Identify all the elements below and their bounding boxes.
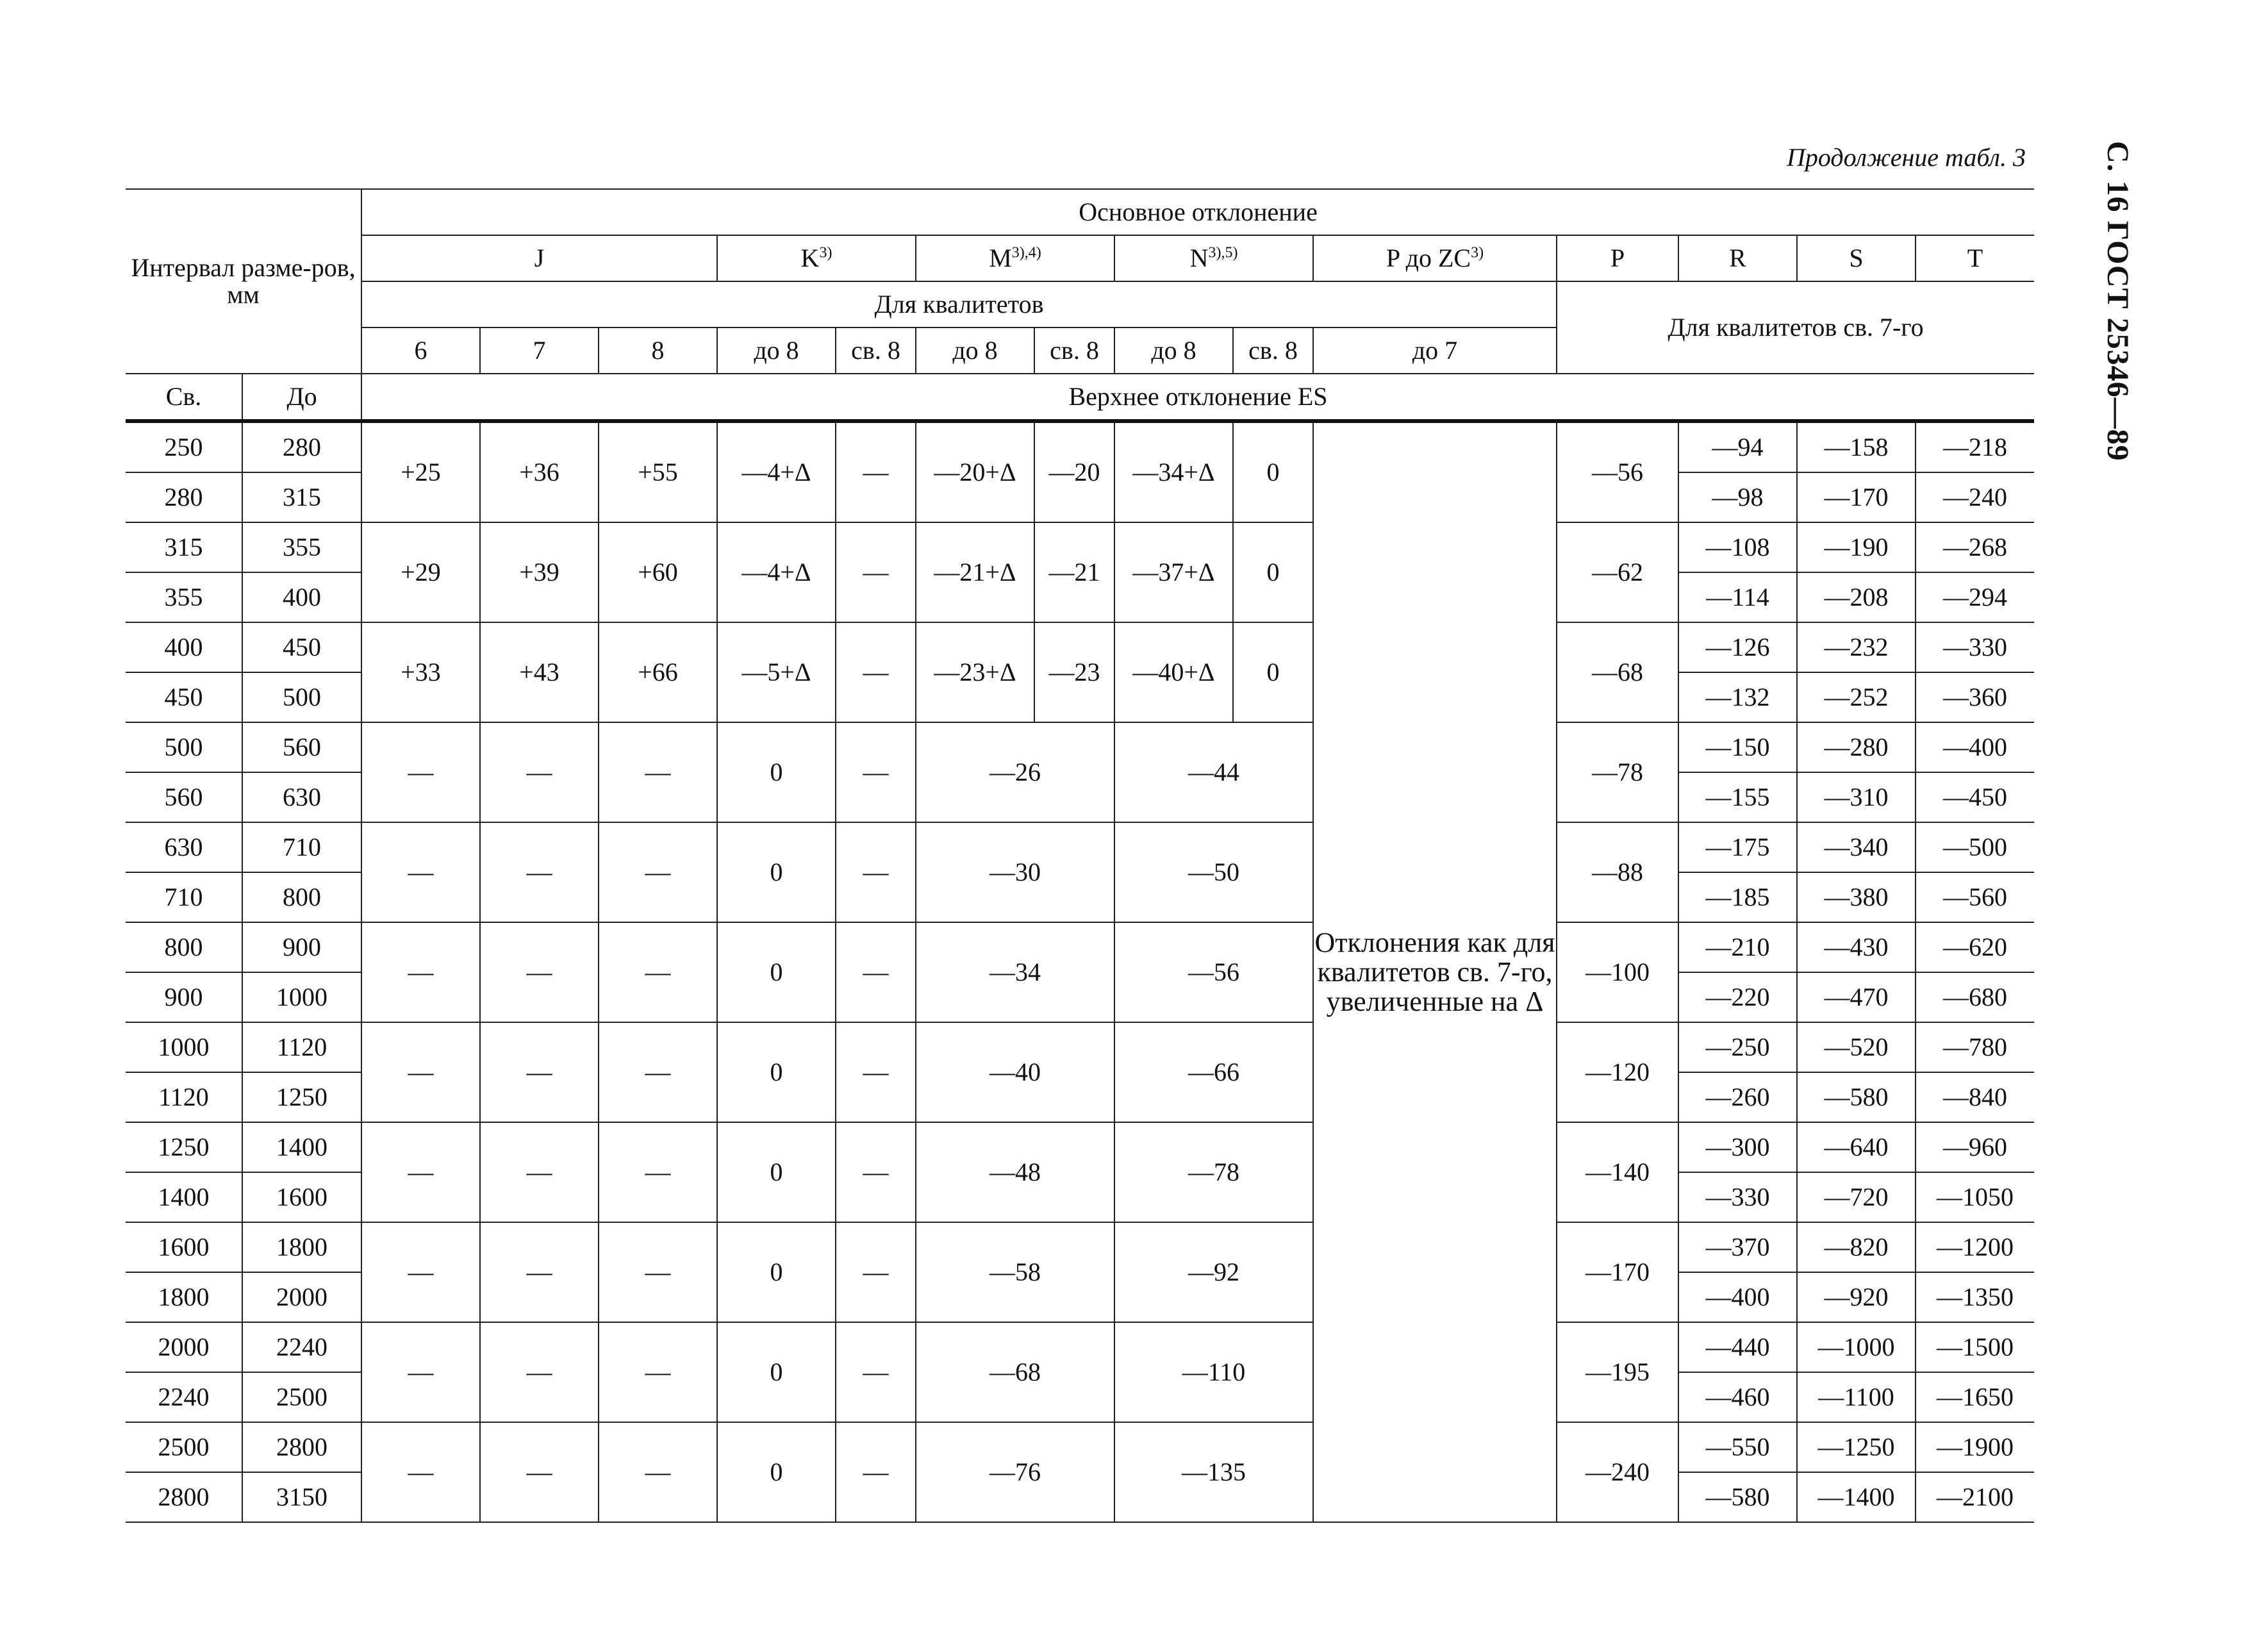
dev-m: —68	[916, 1322, 1114, 1422]
size-from: 1250	[126, 1122, 242, 1172]
dev-p: —68	[1557, 622, 1678, 722]
dev-kover8: —	[836, 522, 916, 622]
dev-t: —560	[1916, 872, 2034, 922]
dev-t: —1500	[1916, 1322, 2034, 1372]
size-from: 2240	[126, 1372, 242, 1422]
size-to: 560	[242, 722, 361, 772]
dev-t: —218	[1916, 421, 2034, 472]
dev-m: —76	[916, 1422, 1114, 1522]
dev-t: —450	[1916, 772, 2034, 822]
dev-kto8: 0	[717, 1022, 836, 1122]
for-grades-over7-header: Для квалитетов св. 7-го	[1557, 281, 2034, 374]
dev-t: —680	[1916, 972, 2034, 1022]
size-to: 280	[242, 421, 361, 472]
sub-k-over8: св. 8	[836, 328, 916, 374]
dev-j8: —	[599, 1222, 717, 1322]
table-row	[126, 1122, 2034, 1172]
dev-t: —500	[1916, 822, 2034, 872]
dev-p: —170	[1557, 1222, 1678, 1322]
dev-r: —440	[1678, 1322, 1797, 1372]
dev-j6: —	[361, 1022, 480, 1122]
dev-p: —88	[1557, 822, 1678, 922]
dev-m: —40	[916, 1022, 1114, 1122]
size-from: 900	[126, 972, 242, 1022]
size-from: 560	[126, 772, 242, 822]
dev-r: —175	[1678, 822, 1797, 872]
dev-n: —110	[1114, 1322, 1313, 1422]
sub-j6: 6	[361, 328, 480, 374]
dev-kto8: —4+Δ	[717, 522, 836, 622]
size-to: 1250	[242, 1072, 361, 1122]
dev-j7: —	[480, 1222, 599, 1322]
size-from: 710	[126, 872, 242, 922]
dev-j6: —	[361, 1422, 480, 1522]
dev-n: —135	[1114, 1422, 1313, 1522]
dev-t: —240	[1916, 472, 2034, 522]
for-grades-header: Для квалитетов	[361, 281, 1557, 328]
dev-j8: —	[599, 1122, 717, 1222]
table-row	[126, 622, 2034, 672]
dev-t: —620	[1916, 922, 2034, 972]
dev-t: —330	[1916, 622, 2034, 672]
dev-j8: —	[599, 1322, 717, 1422]
dev-j6: —	[361, 922, 480, 1022]
dev-r: —300	[1678, 1122, 1797, 1172]
dev-j7: —	[480, 722, 599, 822]
dev-r: —400	[1678, 1272, 1797, 1322]
dev-j6: —	[361, 722, 480, 822]
dev-r: —150	[1678, 722, 1797, 772]
dev-r: —220	[1678, 972, 1797, 1022]
dev-nover8: 0	[1233, 421, 1313, 522]
dev-r: —580	[1678, 1472, 1797, 1522]
size-from: 1400	[126, 1172, 242, 1222]
dev-p: —56	[1557, 421, 1678, 522]
dev-j8: —	[599, 822, 717, 922]
dev-nto8: —40+Δ	[1114, 622, 1233, 722]
dev-j6: —	[361, 1122, 480, 1222]
dev-s: —380	[1797, 872, 1916, 922]
dev-n: —50	[1114, 822, 1313, 922]
dev-p: —100	[1557, 922, 1678, 1022]
dev-j6: —	[361, 822, 480, 922]
size-from: 2500	[126, 1422, 242, 1472]
dev-s: —920	[1797, 1272, 1916, 1322]
group-S: S	[1797, 235, 1916, 281]
dev-nover8: 0	[1233, 522, 1313, 622]
size-to: 1000	[242, 972, 361, 1022]
dev-s: —430	[1797, 922, 1916, 972]
dev-s: —1250	[1797, 1422, 1916, 1472]
col-to: До	[242, 374, 361, 421]
dev-j7: —	[480, 1022, 599, 1122]
size-to: 315	[242, 472, 361, 522]
table-row	[126, 922, 2034, 972]
size-from: 1600	[126, 1222, 242, 1272]
group-T: T	[1916, 235, 2034, 281]
dev-t: —1200	[1916, 1222, 2034, 1272]
dev-j7: +36	[480, 421, 599, 522]
dev-p: —195	[1557, 1322, 1678, 1422]
dev-m: —48	[916, 1122, 1114, 1222]
dev-t: —1900	[1916, 1422, 2034, 1472]
dev-j7: —	[480, 1122, 599, 1222]
dev-mover8: —21	[1034, 522, 1114, 622]
size-from: 280	[126, 472, 242, 522]
dev-kto8: —4+Δ	[717, 421, 836, 522]
dev-s: —280	[1797, 722, 1916, 772]
dev-s: —820	[1797, 1222, 1916, 1272]
dev-j7: —	[480, 1422, 599, 1522]
dev-nto8: —34+Δ	[1114, 421, 1233, 522]
dev-r: —98	[1678, 472, 1797, 522]
dev-r: —210	[1678, 922, 1797, 972]
dev-p: —120	[1557, 1022, 1678, 1122]
dev-s: —310	[1797, 772, 1916, 822]
size-to: 2800	[242, 1422, 361, 1472]
dev-t: —294	[1916, 572, 2034, 622]
dev-j6: —	[361, 1222, 480, 1322]
size-from: 400	[126, 622, 242, 672]
dev-r: —250	[1678, 1022, 1797, 1072]
sub-n-over8: св. 8	[1233, 328, 1313, 374]
size-to: 500	[242, 672, 361, 722]
size-from: 450	[126, 672, 242, 722]
dev-p: —240	[1557, 1422, 1678, 1522]
dev-j7: +39	[480, 522, 599, 622]
group-N: $N^{3),5)}$	[1114, 235, 1313, 281]
size-to: 400	[242, 572, 361, 622]
dev-n: —44	[1114, 722, 1313, 822]
dev-s: —190	[1797, 522, 1916, 572]
dev-s: —520	[1797, 1022, 1916, 1072]
table-row	[126, 822, 2034, 872]
dev-kover8: —	[836, 922, 916, 1022]
table-row	[126, 1022, 2034, 1072]
dev-mover8: —23	[1034, 622, 1114, 722]
dev-t: —960	[1916, 1122, 2034, 1172]
dev-j7: +43	[480, 622, 599, 722]
sub-k-to8: до 8	[717, 328, 836, 374]
size-from: 1120	[126, 1072, 242, 1122]
size-to: 710	[242, 822, 361, 872]
size-to: 355	[242, 522, 361, 572]
size-from: 1000	[126, 1022, 242, 1072]
dev-r: —94	[1678, 421, 1797, 472]
table-row	[126, 722, 2034, 772]
dev-kover8: —	[836, 1322, 916, 1422]
dev-r: —460	[1678, 1372, 1797, 1422]
dev-t: —840	[1916, 1072, 2034, 1122]
table-row	[126, 1222, 2034, 1272]
dev-j6: —	[361, 1322, 480, 1422]
dev-n: —66	[1114, 1022, 1313, 1122]
dev-p: —140	[1557, 1122, 1678, 1222]
dev-p: —62	[1557, 522, 1678, 622]
dev-t: —1350	[1916, 1272, 2034, 1322]
size-to: 630	[242, 772, 361, 822]
dev-j8: +60	[599, 522, 717, 622]
dev-mto8: —23+Δ	[916, 622, 1034, 722]
table-row	[126, 1422, 2034, 1472]
dev-r: —185	[1678, 872, 1797, 922]
dev-j8: +66	[599, 622, 717, 722]
size-from: 800	[126, 922, 242, 972]
size-from: 2000	[126, 1322, 242, 1372]
dev-j7: —	[480, 922, 599, 1022]
size-to: 2000	[242, 1272, 361, 1322]
dev-j8: +55	[599, 421, 717, 522]
dev-r: —370	[1678, 1222, 1797, 1272]
dev-nover8: 0	[1233, 622, 1313, 722]
dev-n: —78	[1114, 1122, 1313, 1222]
dev-j6: +29	[361, 522, 480, 622]
page-side-label: С. 16 ГОСТ 25346—89	[2101, 141, 2135, 461]
dev-r: —260	[1678, 1072, 1797, 1122]
dev-s: —720	[1797, 1172, 1916, 1222]
dev-t: —780	[1916, 1022, 2034, 1072]
sub-m-to8: до 8	[916, 328, 1034, 374]
dev-r: —155	[1678, 772, 1797, 822]
size-to: 3150	[242, 1472, 361, 1522]
dev-m: —58	[916, 1222, 1114, 1322]
main-deviation-header: Основное отклонение	[361, 189, 2034, 235]
upper-deviation-header: Верхнее отклонение ES	[361, 374, 2034, 421]
dev-p: —78	[1557, 722, 1678, 822]
dev-t: —400	[1916, 722, 2034, 772]
group-R: R	[1678, 235, 1797, 281]
dev-kover8: —	[836, 1222, 916, 1322]
dev-j7: —	[480, 1322, 599, 1422]
sub-m-over8: св. 8	[1034, 328, 1114, 374]
group-P-ZC: P до ZC$^{3)}$	[1313, 235, 1557, 281]
deviation-table	[126, 188, 2034, 1523]
size-to: 1800	[242, 1222, 361, 1272]
dev-j8: —	[599, 1422, 717, 1522]
dev-nto8: —37+Δ	[1114, 522, 1233, 622]
dev-kto8: 0	[717, 1422, 836, 1522]
dev-kto8: —5+Δ	[717, 622, 836, 722]
size-from: 315	[126, 522, 242, 572]
dev-j6: +33	[361, 622, 480, 722]
group-P: P	[1557, 235, 1678, 281]
dev-r: —330	[1678, 1172, 1797, 1222]
interval-header: Интервал разме-ров, мм	[126, 189, 361, 374]
size-from: 500	[126, 722, 242, 772]
dev-t: —1650	[1916, 1372, 2034, 1422]
dev-m: —30	[916, 822, 1114, 922]
group-J: J	[361, 235, 717, 281]
dev-s: —1400	[1797, 1472, 1916, 1522]
dev-kover8: —	[836, 1122, 916, 1222]
note-cell: Отклонения как для квалитетов св. 7-го, увеличенные на Δ	[1313, 421, 1557, 1522]
dev-m: —34	[916, 922, 1114, 1022]
dev-r: —114	[1678, 572, 1797, 622]
dev-kover8: —	[836, 822, 916, 922]
dev-mto8: —20+Δ	[916, 421, 1034, 522]
table-caption: Продолжение табл. 3	[1786, 143, 2026, 172]
dev-t: —2100	[1916, 1472, 2034, 1522]
dev-j7: —	[480, 822, 599, 922]
dev-s: —158	[1797, 421, 1916, 472]
dev-mover8: —20	[1034, 421, 1114, 522]
dev-j8: —	[599, 722, 717, 822]
dev-s: —208	[1797, 572, 1916, 622]
size-to: 2500	[242, 1372, 361, 1422]
sub-j7: 7	[480, 328, 599, 374]
dev-kover8: —	[836, 421, 916, 522]
size-from: 2800	[126, 1472, 242, 1522]
dev-kto8: 0	[717, 822, 836, 922]
sub-pzc-to7: до 7	[1313, 328, 1557, 374]
dev-mto8: —21+Δ	[916, 522, 1034, 622]
dev-j8: —	[599, 1022, 717, 1122]
size-to: 1600	[242, 1172, 361, 1222]
dev-j8: —	[599, 922, 717, 1022]
size-to: 1400	[242, 1122, 361, 1172]
dev-t: —268	[1916, 522, 2034, 572]
dev-n: —92	[1114, 1222, 1313, 1322]
dev-s: —1000	[1797, 1322, 1916, 1372]
dev-n: —56	[1114, 922, 1313, 1022]
sub-n-to8: до 8	[1114, 328, 1233, 374]
table-row	[126, 421, 2034, 472]
dev-r: —132	[1678, 672, 1797, 722]
dev-r: —108	[1678, 522, 1797, 572]
dev-kover8: —	[836, 622, 916, 722]
table-row	[126, 522, 2034, 572]
size-from: 250	[126, 421, 242, 472]
size-from: 355	[126, 572, 242, 622]
dev-s: —580	[1797, 1072, 1916, 1122]
dev-m: —26	[916, 722, 1114, 822]
sub-j8: 8	[599, 328, 717, 374]
table-row	[126, 1322, 2034, 1372]
dev-s: —340	[1797, 822, 1916, 872]
dev-kover8: —	[836, 722, 916, 822]
dev-r: —126	[1678, 622, 1797, 672]
size-to: 2240	[242, 1322, 361, 1372]
dev-kover8: —	[836, 1422, 916, 1522]
size-to: 450	[242, 622, 361, 672]
dev-kto8: 0	[717, 1122, 836, 1222]
size-to: 1120	[242, 1022, 361, 1072]
dev-t: —1050	[1916, 1172, 2034, 1222]
size-from: 630	[126, 822, 242, 872]
dev-j6: +25	[361, 421, 480, 522]
dev-t: —360	[1916, 672, 2034, 722]
size-from: 1800	[126, 1272, 242, 1322]
dev-kto8: 0	[717, 1322, 836, 1422]
dev-s: —1100	[1797, 1372, 1916, 1422]
dev-s: —470	[1797, 972, 1916, 1022]
dev-s: —252	[1797, 672, 1916, 722]
dev-r: —550	[1678, 1422, 1797, 1472]
size-to: 900	[242, 922, 361, 972]
dev-kto8: 0	[717, 1222, 836, 1322]
group-K: $K^{3)}$	[717, 235, 916, 281]
dev-kover8: —	[836, 1022, 916, 1122]
dev-kto8: 0	[717, 922, 836, 1022]
dev-s: —232	[1797, 622, 1916, 672]
col-over: Св.	[126, 374, 242, 421]
dev-s: —170	[1797, 472, 1916, 522]
dev-s: —640	[1797, 1122, 1916, 1172]
size-to: 800	[242, 872, 361, 922]
group-M: $M^{3),4)}$	[916, 235, 1114, 281]
dev-kto8: 0	[717, 722, 836, 822]
